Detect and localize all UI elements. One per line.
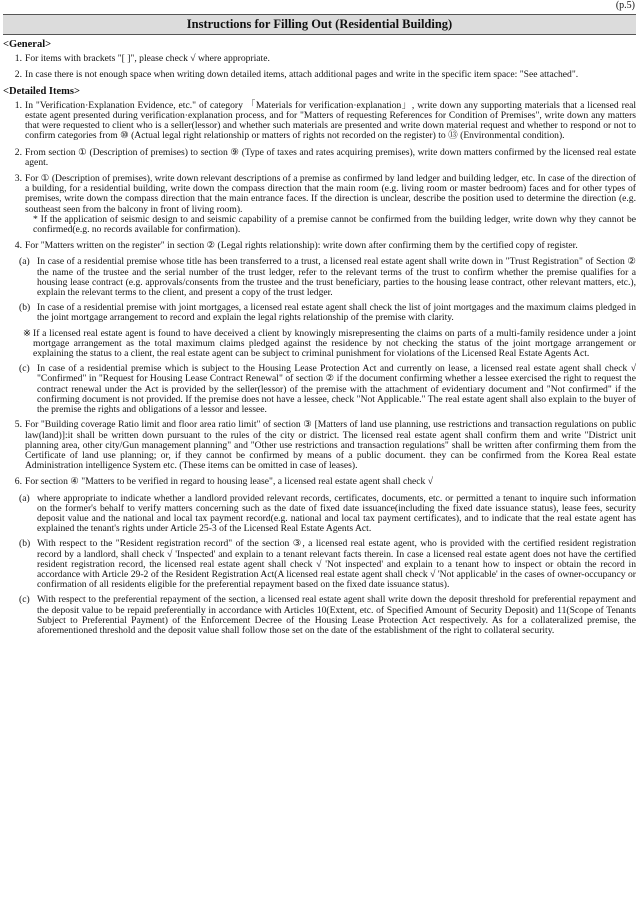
page-title: Instructions for Filling Out (Residential Building) <box>3 14 636 35</box>
sub-text: With respect to the "Resident registration record" of the section ③, a licensed real estate agent, who is provided with the certified resident registration record by a landlord, shall check √ 'Inspected' and explain to a tenant relevant facts therein. In case a licensed real estate agent does not have the certified resident registration record, the licensed real estate agent shall check √ 'Not inspected' and explain to a tenant how to inspect or obtain the record in accordance with Article 29-2 of the Resident Registration Act(A licensed real estate agent shall check √ 'Not applicable' in the cases of owner-occupancy or confirmation of all residents eligible for the preferential repayment based on the fixed date issuance status). <box>37 538 636 591</box>
item-number: 3. <box>14 173 22 185</box>
item-number: 6. <box>14 476 22 488</box>
item-number: 1. <box>14 53 22 65</box>
sub-number: (c) <box>19 363 30 375</box>
sub-number: (b) <box>19 538 31 550</box>
item-4-sub-c <box>3 364 636 415</box>
detailed-item-6 <box>3 477 636 487</box>
sub-text: where appropriate to indicate whether a landlord provided relevant records, certificates, documents, etc. or permitted a tenant to inquire such information on the former's behalf to verify matters concerning such as the date of fixed date issuance(including the fixed date issuance status), lease fees, security deposit value and the national and local tax payment record(e.g. national and local tax payment certificates), and to indicate that the real estate agent has explained the tenant's rights under Article 25-3 of the Licensed Real Estate Agents Act. <box>37 492 636 535</box>
item-text: In "Verification·Explanation Evidence, etc." of category 「Materials for verification·explanation」, write down any supporting materials that a licensed real estate agent presented during verification·explanation process, and for "Matters of requesting References for Condition of Premises", write down any matters that were requested to client who is a seller(lessor) and whether such materials are presented and write down material request and whether to respond or not to confirm categories from ⑩ (Actual legal right relationship or matters of rights not recorded on the register) to ⑬ (Environmental condition). <box>25 99 636 142</box>
detailed-item-2 <box>3 148 636 168</box>
general-item-1 <box>3 54 636 64</box>
item-number: 5. <box>14 419 22 431</box>
item-note: * If the application of seismic design to and seismic capability of a premise cannot be confirmed from the building ledger, write down why they cannot be confirmed(e.g. no records available for confirmation). <box>33 213 636 236</box>
detailed-item-1 <box>3 101 636 142</box>
detailed-item-5 <box>3 420 636 471</box>
note-text: If a licensed real estate agent is found to have deceived a client by knowingly misrepresenting the claims on parts of a multi-family residence under a joint mortgage arrangement as the total maximum claims pledged against the residence by not checking the status of the joint mortgage arrangement or explaining the status to a client, the real estate agent can be subject to criminal punishment for violations of the Licensed Real Estate Agents Act. <box>33 327 636 360</box>
detailed-item-3 <box>3 174 636 235</box>
general-heading: <General> <box>3 39 52 50</box>
note-mark: ※ <box>23 327 32 339</box>
sub-text: In case of a residential premise which is subject to the Housing Lease Protection Act and currently on lease, a licensed real estate agent shall check √ "Confirmed" in "Request for Housing Lease Contract Renewal" of section ② if the document confirming whether a lessee exercised the right to request the contract renewal under the Act is provided by the seller(lessor) of the premise with the attachment of evidentiary document and "Not confirmed" if the confirming document is not provided. If the premise does not have a lessee, check "Not Applicable." The real estate agent shall also explain to the buyer of the premise the rights and obligations of a lessor and lessee. <box>37 363 636 416</box>
item-6-sub-b <box>3 539 636 590</box>
sub-number: (c) <box>19 594 30 606</box>
item-4-warning-note <box>3 329 636 360</box>
item-6-sub-a <box>3 494 636 535</box>
item-body <box>25 174 636 235</box>
item-text: For ① (Description of premises), write down relevant descriptions of a premise as confirmed by land ledger and building ledger, etc. In case of the direction of a building, for a residential building, write down the compass direction that the main room (e.g. living room or master bedroom) faces and for other types of premises, write down the compass direction that the main entrance faces. If the direction is unclear, describe the position used to determine the direction (e.g. southeast seen from the balcony in front of living room). <box>25 173 636 215</box>
item-number: 1. <box>14 99 22 111</box>
sub-number: (b) <box>19 302 31 314</box>
item-text: For section ④ "Matters to be verified in regard to housing lease", a licensed real estate agent shall check √ <box>25 476 433 488</box>
detailed-item-4 <box>3 241 636 251</box>
item-4-sub-b <box>3 303 636 323</box>
item-6-sub-c <box>3 595 636 636</box>
item-text: For "Building coverage Ratio limit and floor area ratio limit" of section ③ [Matters of land use planning, use restrictions and transaction regulations on public law(land)]:it shall be written down pursuant to the rules of the city or district. The licensed real estate agent shall confirm them and write "District unit planning area, other city/Gun management planning" and "Other use restrictions and transaction regulations" shall be written after confirming them from the Certificate of land use planning; or, if they cannot be confirmed by means of a public document. they can be confirmed from the Korea Real estate Administration intelligence System etc. (These items can be omitted in case of leases). <box>25 419 636 472</box>
sub-text: In case of a residential premise with joint mortgages, a licensed real estate agent shall check the list of joint mortgages and the maximum claims pledged in the joint mortgage arrangement to record and explain the legal rights relationship of the premise with clarity. <box>37 302 636 324</box>
item-number: 2. <box>14 146 22 158</box>
item-4-sub-a <box>3 257 636 298</box>
item-text: For items with brackets "[ ]", please check √ where appropriate. <box>25 53 270 65</box>
sub-text: In case of a residential premise whose title has been transferred to a trust, a licensed real estate agent shall write down in "Trust Registration" of Section ② the name of the trustee and the serial number of the trust ledger, refer to the relevant terms of the trust to confirm whether the premise qualifies for a housing lease contract (e.g. approvals/consents from the trustee and the trust beneficiary, parties to the housing lease contract, other relevant matters, etc.), explain the relevant terms to the client, and present a copy of the trust ledger. <box>37 256 636 299</box>
item-text: For "Matters written on the register" in section ② (Legal rights relationship): write down after confirming them by the certified copy of register. <box>25 240 578 252</box>
sub-number: (a) <box>19 256 30 268</box>
item-number: 2. <box>14 69 22 81</box>
item-text: From section ① (Description of premises) to section ⑨ (Type of taxes and rates acquiring premises), write down matters confirmed by the licensed real estate agent. <box>25 146 636 168</box>
sub-text: With respect to the preferential repayment of the section, a licensed real estate agent shall write down the deposit threshold for preferential repayment and the deposit value to be repaid preferentially in accordance with Articles 10(Extent, etc. of Specified Amount of Security Deposit) and 11(Scope of Tenants Subject to Preferential Payment) of the Enforcement Decree of the Housing Lease Protection Act respectively. As for a collateralized premise, the aforementioned threshold and the deposit value shall follow those set on the date of the establishment of the right to collateral security. <box>37 594 636 636</box>
page-number: (p.5) <box>615 0 635 11</box>
item-number: 4. <box>14 240 22 252</box>
detailed-heading: <Detailed Items> <box>3 85 80 97</box>
sub-number: (a) <box>19 492 30 504</box>
instructions-body <box>3 40 636 641</box>
general-item-2 <box>3 70 636 80</box>
item-text: In case there is not enough space when writing down detailed items, attach additional pages and write in the specific item space: "See attached". <box>25 69 579 81</box>
